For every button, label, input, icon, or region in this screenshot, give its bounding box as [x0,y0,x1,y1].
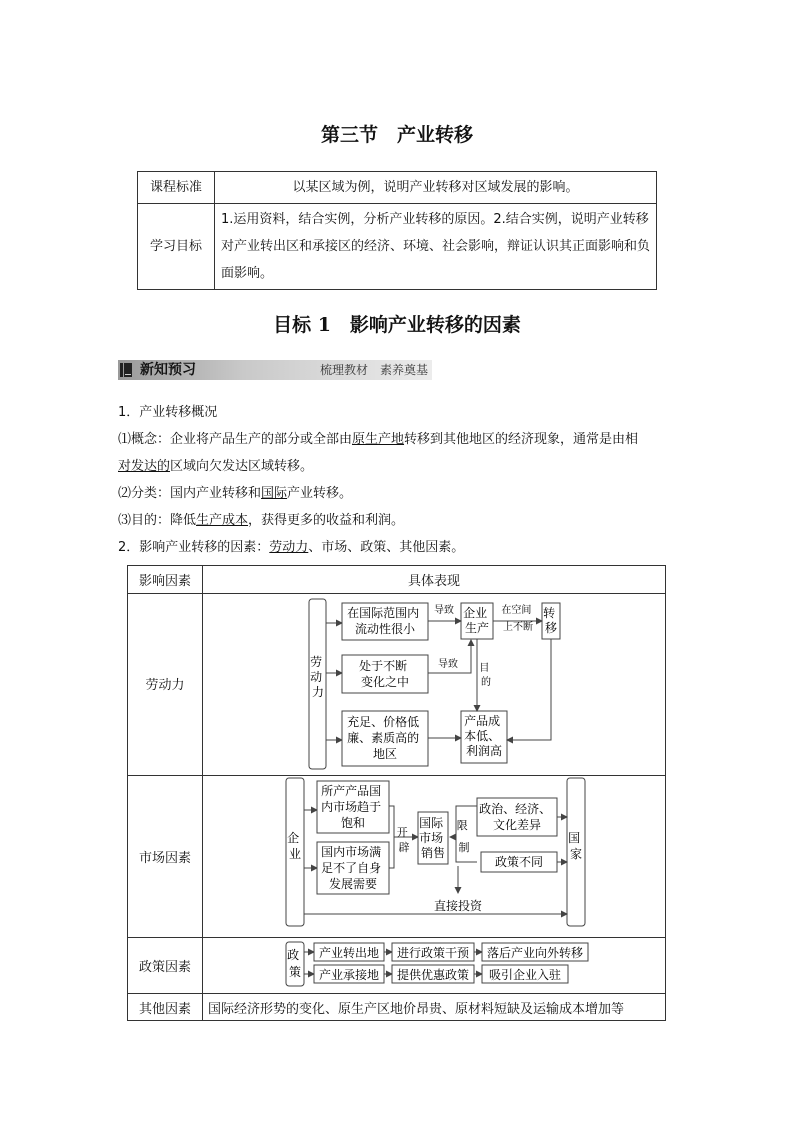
svg-text:所产产品国 内市场趋于 饱和: 所产产品国 内市场趋于 饱和 [321,784,382,830]
curriculum-table [137,171,657,290]
banner-tagline: 梳理教材 素养奠基 [319,363,428,377]
svg-text:国际 市场 销售: 国际 市场 销售 [419,816,446,860]
row-label: 学习目标 [138,204,215,290]
market-diagram [286,778,585,926]
policy-diagram [286,942,588,986]
svg-text:国 家: 国 家 [568,831,583,861]
row-text: 1.运用资料，结合实例，分析产业转移的原因。2.结合实例，说明产业转移对产业转出区和承接区的经济、环境、社会影响，辩证认识其正面影响和负面影响。 [215,204,657,290]
section-title: 第三节 产业转移 [320,124,473,146]
overview-heading: 1．产业转移概况 [118,405,218,420]
svg-text:导致: 导致 [434,605,454,616]
svg-text:在国际范围内 流动性很小: 在国际范围内 流动性很小 [347,606,420,636]
svg-text:产品成 本低、 利润高: 产品成 本低、 利润高 [464,714,503,758]
labor-source-box [309,599,326,769]
svg-text:吸引企业入驻: 吸引企业入驻 [488,968,562,982]
labor-source-label: 劳 动 力 [310,655,325,699]
diagram-layer [128,566,665,1020]
svg-text:在空间 上不断: 在空间 上不断 [501,605,533,633]
label-market: 市场因素 [138,851,191,866]
svg-text:导致: 导致 [438,659,458,670]
factor-table [127,565,666,1021]
svg-text:政策不同: 政策不同 [494,855,544,869]
book-icon [120,363,132,377]
label-other: 其他因素 [138,1002,191,1017]
other-text: 国际经济形势的变化、原生产区地价昂贵、原材料短缺及运输成本增加等 [208,1002,625,1017]
svg-text:充足、价格低 廉、素质高的: 充足、价格低 廉、素质高的 地区 [347,715,420,761]
row-label: 课程标准 [138,172,215,204]
svg-text:提供优惠政策: 提供优惠政策 [396,968,470,982]
svg-text:处于不断 变化之中: 处于不断 变化之中 [359,659,410,689]
header-detail: 具体表现 [407,574,460,589]
banner-name: 新知预习 [140,362,196,378]
concept-line-2: 对发达的区域向欠发达区域转移。 [118,459,314,474]
svg-text:开 辟: 开 辟 [396,826,410,854]
svg-text:目 的: 目 的 [479,663,491,688]
preview-banner [118,360,432,380]
row-text: 以某区域为例，说明产业转移对区域发展的影响。 [215,172,657,204]
svg-text:产业承接地: 产业承接地 [318,968,380,982]
factors-line: 2．影响产业转移的因素：劳动力、市场、政策、其他因素。 [118,540,465,555]
header-factor: 影响因素 [138,574,191,589]
table-row [138,204,657,290]
svg-text:直接投资: 直接投资 [433,899,483,913]
labor-diagram [309,599,560,769]
svg-text:产业转出地: 产业转出地 [318,946,380,960]
goal-title: 目标 1 影响产业转移的因素 [273,314,521,336]
svg-text:企 业: 企 业 [287,831,302,861]
concept-line: ⑴概念：企业将产品生产的部分或全部由原生产地转移到其他地区的经济现象，通常是由相 [118,432,639,447]
svg-text:限 制: 限 制 [456,819,470,854]
svg-text:转 移: 转 移 [543,606,558,635]
svg-text:落后产业向外转移: 落后产业向外转移 [486,946,584,960]
svg-text:政治、经济、 文化差异: 政治、经济、 文化差异 [479,802,552,832]
svg-text:企业 生产: 企业 生产 [463,606,490,635]
label-labor: 劳动力 [145,678,185,693]
svg-text:进行政策干预: 进行政策干预 [396,946,470,960]
aim-line: ⑶目的：降低生产成本，获得更多的收益和利润。 [118,513,405,528]
table-row [138,172,657,204]
label-policy: 政策因素 [138,960,191,975]
classification-line: ⑵分类：国内产业转移和国际产业转移。 [118,486,353,501]
svg-text:国内市场满 足不了自身 发展: 国内市场满 足不了自身 发展需要 [321,845,382,891]
svg-text:政 策: 政 策 [287,948,302,979]
